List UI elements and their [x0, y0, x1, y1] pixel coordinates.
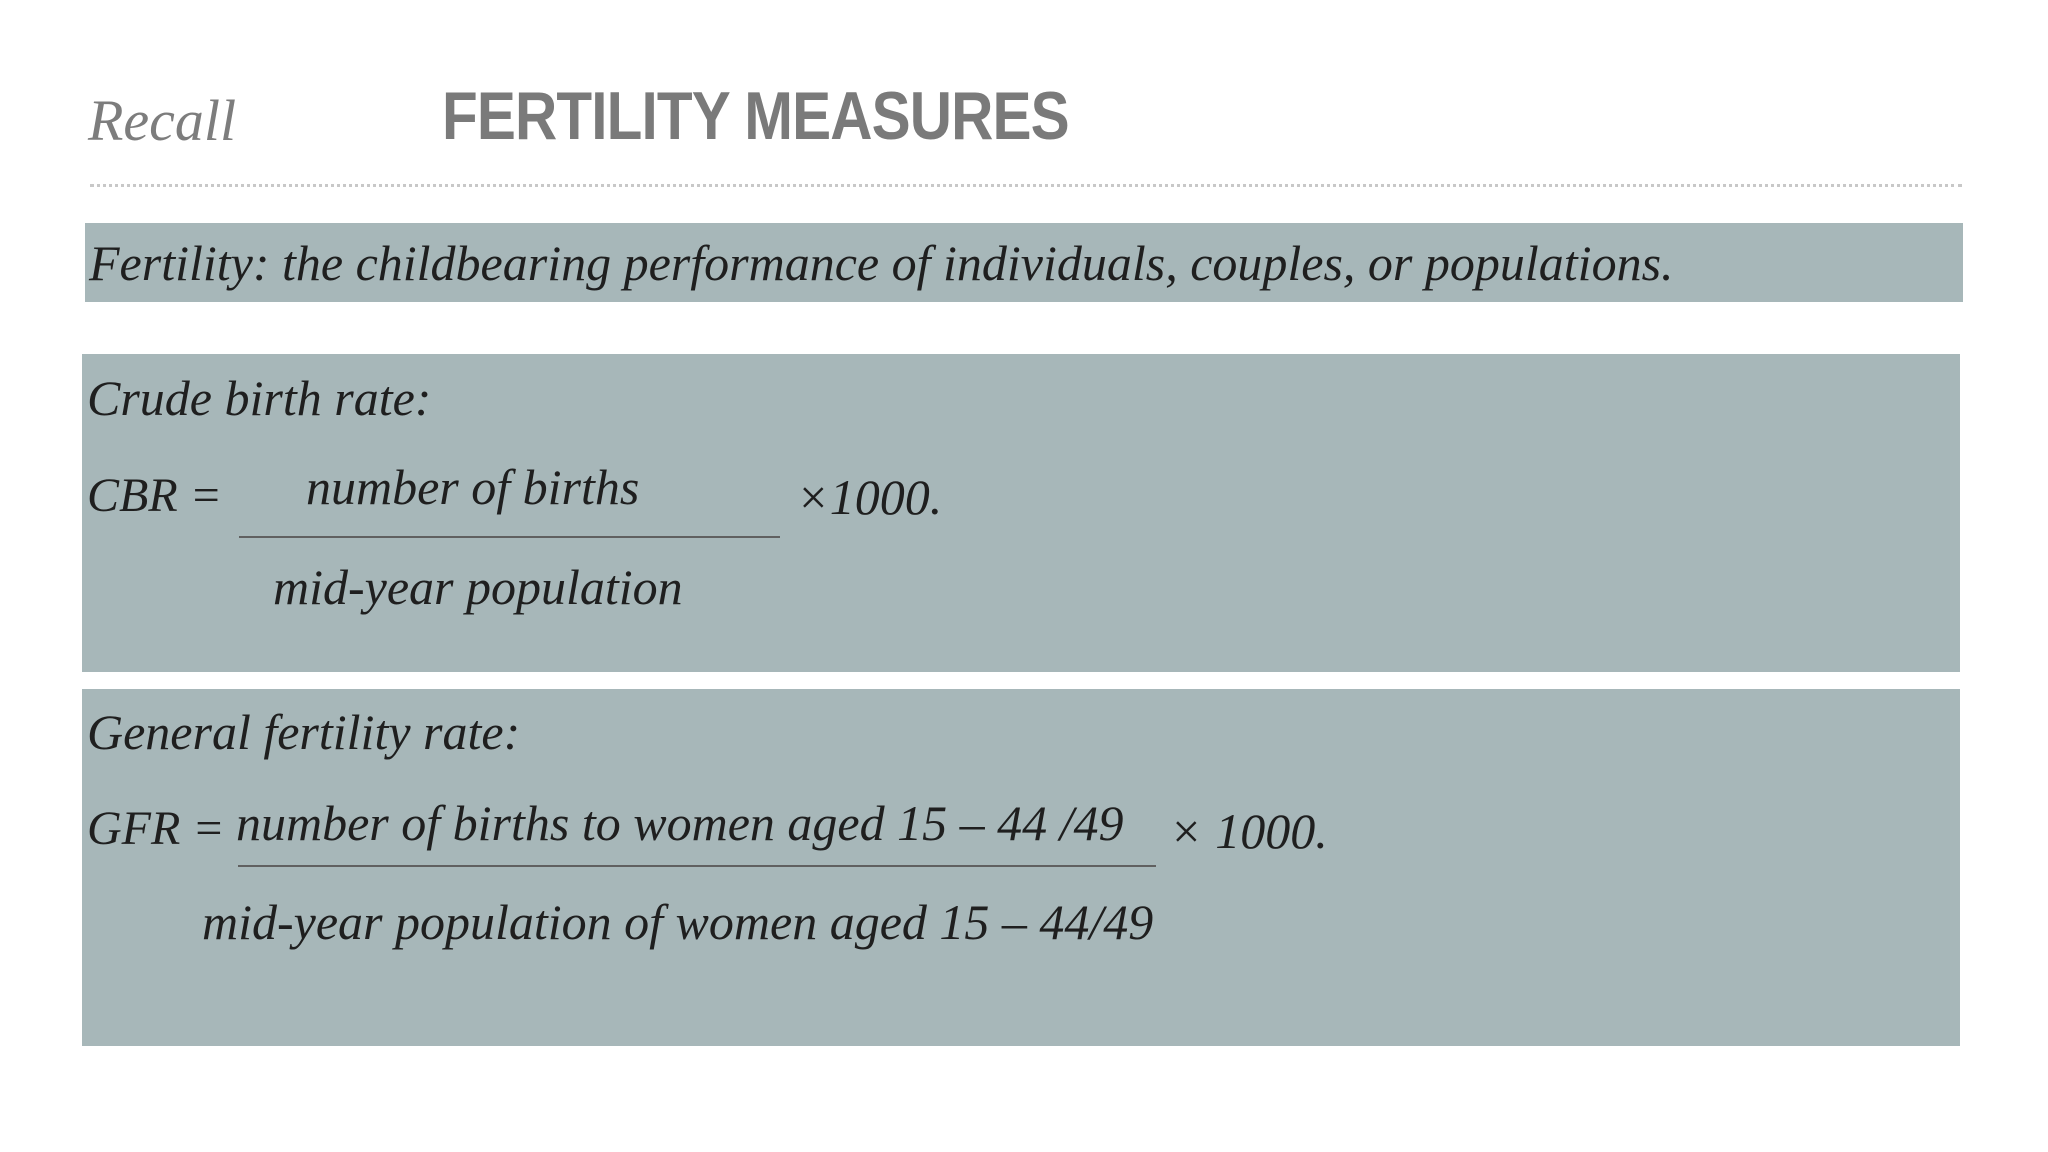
definition-panel — [85, 223, 1963, 302]
gfr-formula-label: GFR = — [87, 802, 225, 855]
cbr-numerator: number of births — [306, 459, 640, 515]
dotted-divider — [90, 184, 1962, 187]
general-fertility-rate-panel — [82, 689, 1960, 1046]
slide-title: FERTILITY MEASURES — [442, 78, 1069, 154]
cbr-formula-label: CBR = — [87, 469, 223, 522]
gfr-denominator: mid-year population of women aged 15 – 44/49 — [202, 894, 1154, 950]
gfr-numerator: number of births to women aged 15 – 44 /49 — [236, 795, 1124, 851]
cbr-denominator: mid-year population — [273, 559, 683, 615]
cbr-fraction-bar — [239, 536, 780, 538]
crude-birth-rate-heading: Crude birth rate: — [87, 370, 432, 426]
gfr-multiplier: × 1000. — [1169, 803, 1328, 859]
recall-label: Recall — [88, 88, 237, 153]
gfr-fraction-bar — [238, 865, 1156, 867]
cbr-multiplier: ×1000. — [796, 469, 943, 525]
crude-birth-rate-panel — [82, 354, 1960, 672]
general-fertility-rate-heading: General fertility rate: — [87, 704, 521, 760]
fertility-definition: Fertility: the childbearing performance of individuals, couples, or populations. — [89, 235, 1674, 291]
